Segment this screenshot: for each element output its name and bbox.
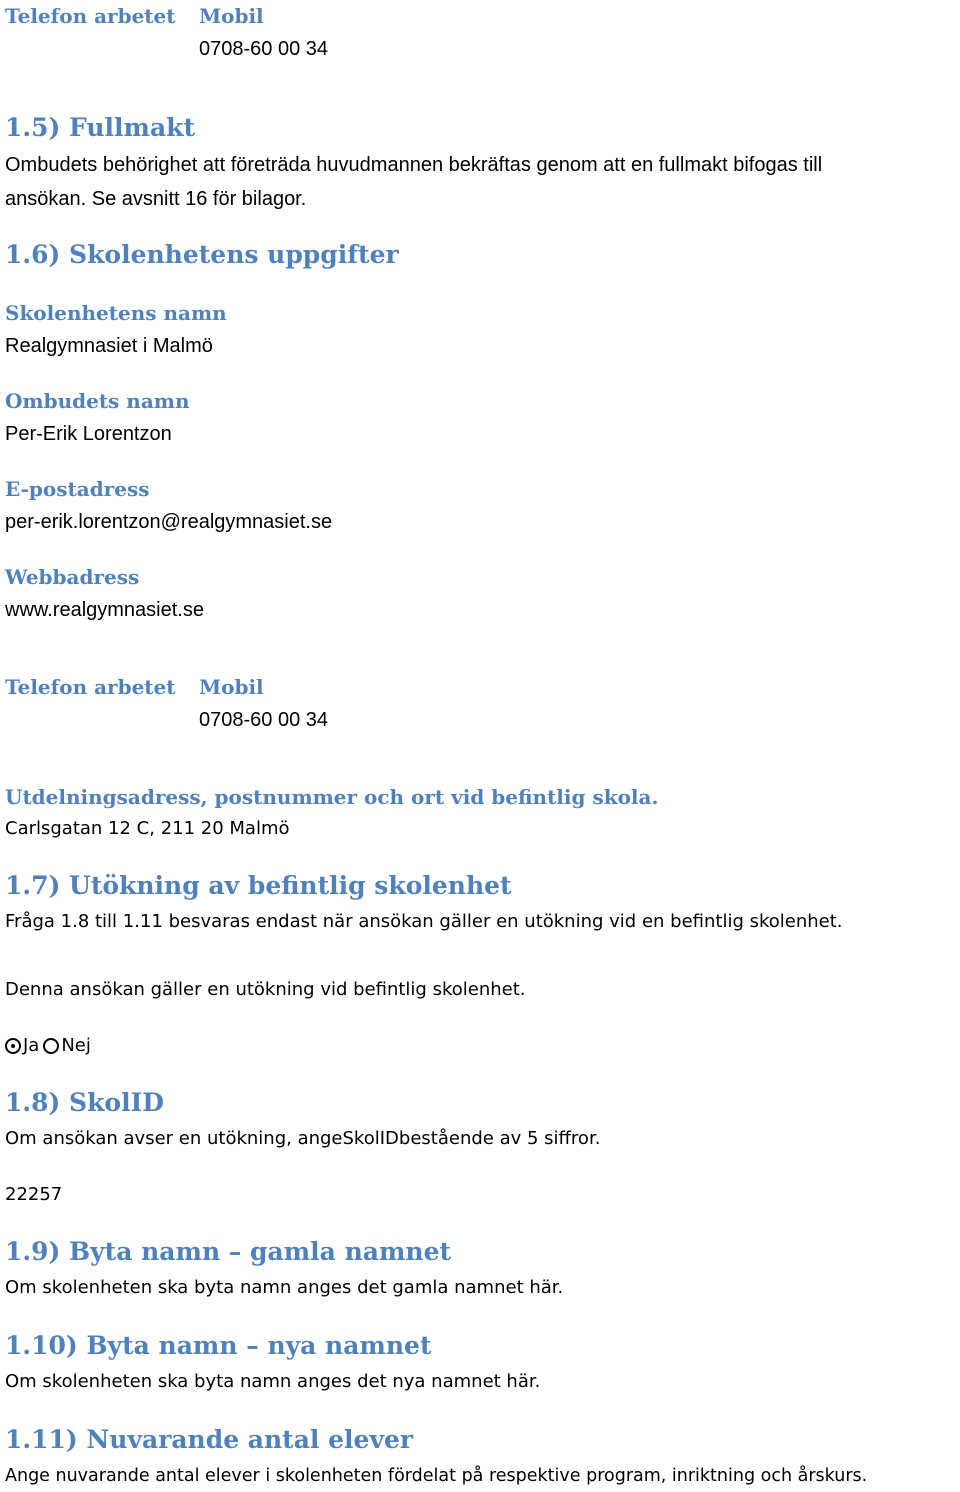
- utokning-text: Fråga 1.8 till 1.11 besvaras endast när ansökan gäller en utökning vid en befintlig skolenhet.: [5, 911, 843, 932]
- nya-namnet-text: Om skolenheten ska byta namn anges det nya namnet här.: [5, 1371, 541, 1392]
- section-heading-nya-namnet: 1.10) Byta namn – nya namnet: [5, 1331, 432, 1360]
- section-heading-skolid: 1.8) SkolID: [5, 1088, 164, 1117]
- radio-nej[interactable]: [43, 1038, 59, 1054]
- section-heading-fullmakt: 1.5) Fullmakt: [5, 113, 196, 142]
- email-value: per-erik.lorentzon@realgymnasiet.se: [5, 511, 333, 533]
- section-heading-gamla-namnet: 1.9) Byta namn – gamla namnet: [5, 1237, 452, 1266]
- mobile-label-2: Mobil: [199, 675, 264, 699]
- radio-nej-label: Nej: [61, 1035, 91, 1056]
- web-value: www.realgymnasiet.se: [5, 599, 204, 621]
- skolid-text: Om ansökan avser en utökning, angeSkolIDbestående av 5 siffror.: [5, 1128, 601, 1149]
- fullmakt-text-line1: Ombudets behörighet att företräda huvudmannen bekräftas genom att en fullmakt bifogas till: [5, 154, 823, 176]
- phone-work-label-2: Telefon arbetet: [5, 675, 176, 699]
- mobile-label: Mobil: [199, 4, 264, 28]
- phone-work-label: Telefon arbetet: [5, 4, 176, 28]
- skolid-value: 22257: [5, 1184, 63, 1205]
- school-name-label: Skolenhetens namn: [5, 301, 227, 325]
- web-label: Webbadress: [5, 565, 140, 589]
- email-label: E-postadress: [5, 477, 150, 501]
- agent-name-value: Per-Erik Lorentzon: [5, 423, 172, 445]
- utokning-radio-group: [5, 1034, 91, 1058]
- section-heading-utokning: 1.7) Utökning av befintlig skolenhet: [5, 871, 512, 900]
- school-name-value: Realgymnasiet i Malmö: [5, 335, 213, 357]
- mobile-value: 0708-60 00 34: [199, 38, 329, 60]
- section-heading-skolenhetens-uppgifter: 1.6) Skolenhetens uppgifter: [5, 240, 399, 269]
- mobile-value-2: 0708-60 00 34: [199, 709, 329, 731]
- address-value: Carlsgatan 12 C, 211 20 Malmö: [5, 818, 290, 839]
- radio-ja[interactable]: [5, 1038, 21, 1054]
- section-heading-antal-elever: 1.11) Nuvarande antal elever: [5, 1425, 414, 1454]
- agent-name-label: Ombudets namn: [5, 389, 190, 413]
- antal-elever-text: Ange nuvarande antal elever i skolenheten fördelat på respektive program, inriktning och årskurs.: [5, 1466, 868, 1486]
- fullmakt-text-line2: ansökan. Se avsnitt 16 för bilagor.: [5, 188, 307, 210]
- gamla-namnet-text: Om skolenheten ska byta namn anges det gamla namnet här.: [5, 1277, 564, 1298]
- address-label: Utdelningsadress, postnummer och ort vid befintlig skola.: [5, 785, 659, 809]
- radio-ja-label: Ja: [23, 1035, 40, 1056]
- utokning-question: Denna ansökan gäller en utökning vid befintlig skolenhet.: [5, 979, 526, 1000]
